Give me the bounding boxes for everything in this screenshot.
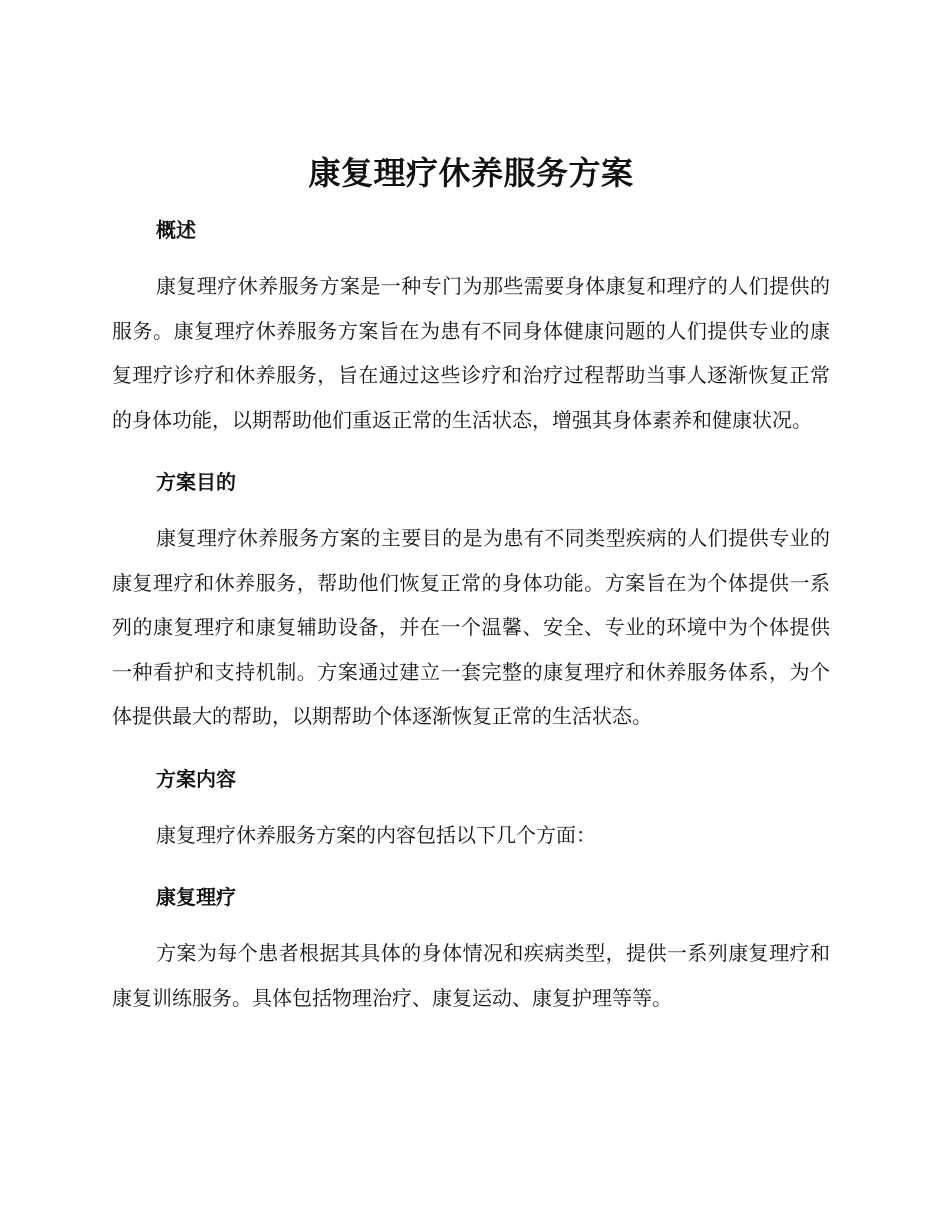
section-heading-content: 方案内容 <box>156 766 236 791</box>
section-paragraph-overview: 康复理疗休养服务方案是一种专门为那些需要身体康复和理疗的人们提供的服务。康复理疗休养服务方案旨在为患有不同身体健康问题的人们提供专业的康复理疗诊疗和休养服务，旨在通过这些诊疗和治疗过程帮助当事人逐渐恢复正常的身体功能，以期帮助他们重返正常的生活状态，增强其身体素养和健康状况。 <box>112 274 830 432</box>
section-purpose <box>112 468 830 739</box>
document-title: 康复理疗休养服务方案 <box>308 154 634 192</box>
document-page <box>112 148 830 1046</box>
section-overview <box>112 216 830 442</box>
section-heading-overview: 概述 <box>156 218 196 242</box>
section-heading-rehab-therapy: 康复理疗 <box>156 885 236 909</box>
section-paragraph-purpose: 康复理疗休养服务方案的主要目的是为患有不同类型疾病的人们提供专业的康复理疗和休养服务，帮助他们恢复正常的身体功能。方案旨在为个体提供一系列的康复理疗和康复辅助设备，并在一个温馨、安全、专业的环境中为个体提供一种看护和支持机制。方案通过建立一套完整的康复理疗和休养服务体系，为个体提供最大的帮助，以期帮助个体逐渐恢复正常的生活状态。 <box>112 526 830 728</box>
section-content <box>112 765 830 858</box>
section-heading-purpose: 方案目的 <box>156 470 236 494</box>
section-paragraph-rehab-therapy: 方案为每个患者根据其具体的身体情况和疾病类型，提供一系列康复理疗和康复训练服务。具体包括物理治疗、康复运动、康复护理等等。 <box>112 941 830 1010</box>
section-paragraph-content: 康复理疗休养服务方案的内容包括以下几个方面： <box>156 822 596 847</box>
section-rehab-therapy <box>112 883 830 1020</box>
